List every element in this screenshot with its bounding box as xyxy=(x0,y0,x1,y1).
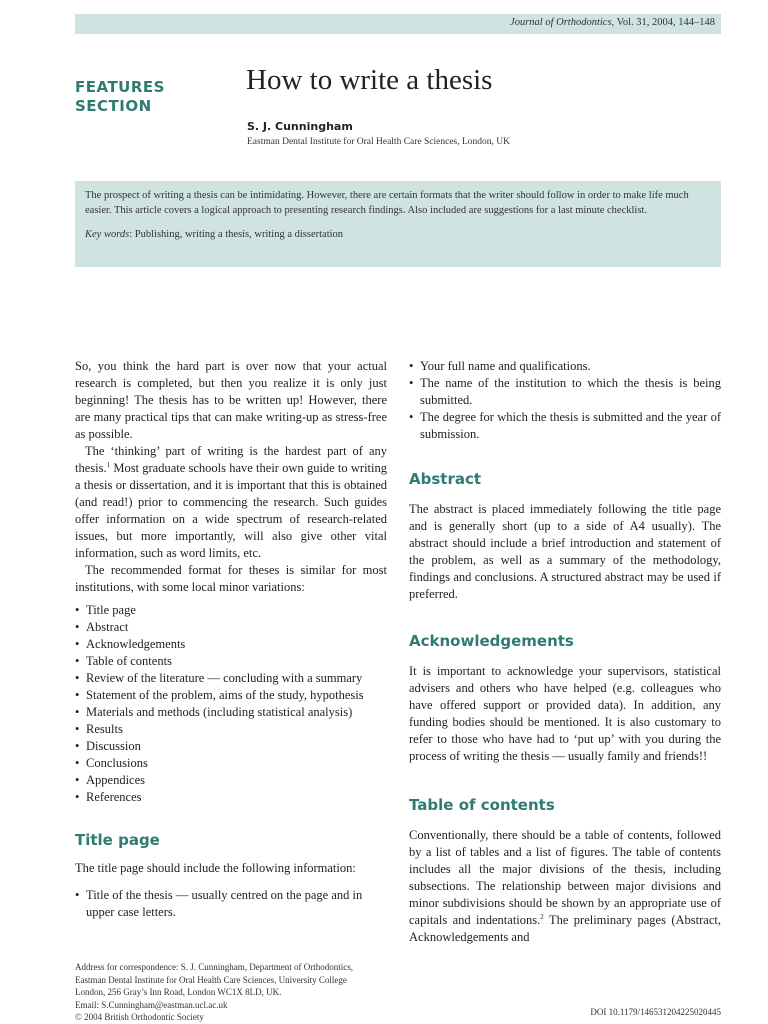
toc-text-b: The preliminary pages (Abstract, Acknowledgements and xyxy=(409,913,721,944)
journal-citation xyxy=(510,17,715,28)
title-page-list-left xyxy=(75,887,387,921)
bullet-icon: • xyxy=(75,722,80,736)
correspondence-address xyxy=(75,961,415,1024)
reference-superscript[interactable]: 1 xyxy=(106,460,111,469)
bullet-icon: • xyxy=(75,739,80,753)
list-item xyxy=(75,653,387,670)
format-paragraph: The recommended format for theses is similar for most institutions, with some local minor variations: xyxy=(75,563,387,594)
list-item xyxy=(75,602,387,619)
list-item xyxy=(409,409,721,443)
list-item xyxy=(75,619,387,636)
format-list xyxy=(75,602,387,806)
toc-paragraph xyxy=(409,827,721,946)
author-affiliation: Eastman Dental Institute for Oral Health Care Sciences, London, UK xyxy=(247,137,511,147)
bullet-icon: • xyxy=(75,790,80,804)
list-item xyxy=(75,755,387,772)
list-item-text: Table of contents xyxy=(86,654,172,668)
left-column xyxy=(75,358,387,921)
reference-superscript[interactable]: 2 xyxy=(540,912,544,921)
article-title: How to write a thesis xyxy=(246,64,493,96)
thinking-text-a: The ‘thinking’ part of writing is the hardest part of any thesis. xyxy=(75,444,387,475)
list-item xyxy=(75,687,387,704)
right-column xyxy=(409,358,721,946)
list-item xyxy=(409,358,721,375)
title-page-intro: The title page should include the following information: xyxy=(75,861,356,875)
address-line: Eastman Dental Institute for Oral Health Care Sciences, University College xyxy=(75,974,347,985)
list-item-text: Review of the literature — concluding with a summary xyxy=(86,671,363,685)
list-item-text: Materials and methods (including statistical analysis) xyxy=(86,705,353,719)
article-author: S. J. Cunningham xyxy=(247,120,353,133)
doi: DOI 10.1179/146531204225020445 xyxy=(590,1007,721,1017)
list-item-text: Statement of the problem, aims of the study, hypothesis xyxy=(86,688,364,702)
title-page-heading: Title page xyxy=(75,831,160,849)
bullet-icon: • xyxy=(75,637,80,651)
section-label-line2: SECTION xyxy=(75,97,152,115)
bullet-icon: • xyxy=(75,773,80,787)
list-item-text: Acknowledgements xyxy=(86,637,186,651)
list-item-text: Abstract xyxy=(86,620,129,634)
bullet-icon: • xyxy=(75,620,80,634)
toc-text-a: Conventionally, there should be a table of contents, followed by a list of tables and a list of figures. The table of contents includes all the major divisions of the thesis, including subsections. The relationship between major divisions and minor subdivisions should be shown by an appropriate use of capitals and indentations. xyxy=(409,828,721,927)
list-item-text: Appendices xyxy=(86,773,146,787)
list-item xyxy=(75,704,387,721)
list-item xyxy=(75,721,387,738)
list-item xyxy=(75,738,387,755)
acknowledgements-paragraph: It is important to acknowledge your supervisors, statistical advisers and others who have helped (e.g. colleagues who have offered support or provided data). In addition, any funding bodies should be mentioned. It is also customary to refer to those who have had to ‘put up’ with you during the process of writing the thesis — usually family and friends!! xyxy=(409,664,721,763)
bullet-icon: • xyxy=(409,410,414,424)
journal-header-bar xyxy=(75,14,721,34)
bullet-icon: • xyxy=(409,359,414,373)
list-item-text: Your full name and qualifications. xyxy=(420,359,591,373)
summary-box xyxy=(75,181,721,267)
list-item xyxy=(75,636,387,653)
list-item-text: Conclusions xyxy=(86,756,148,770)
thinking-text-b: Most graduate schools have their own guide to writing a thesis or dissertation, and it is important that this is obtained (and read!) prior to commencing the research. Such guides offer information on a wide spectrum of research-related issues, but more importantly, will also give other vital information, such as word limits, etc. xyxy=(75,461,387,560)
title-page-list-right xyxy=(409,358,721,443)
abstract-paragraph: The abstract is placed immediately following the title page and is generally short (up to a side of A4 usually). The abstract should include a brief introduction and statement of the problem, as well as a summary of the methodology, findings and conclusions. A structured abstract may be used if preferred. xyxy=(409,502,721,601)
list-item-text: References xyxy=(86,790,142,804)
bullet-icon: • xyxy=(75,888,80,902)
journal-name: Journal of Orthodontics xyxy=(510,17,612,28)
bullet-icon: • xyxy=(75,756,80,770)
address-line: Email: S.Cunningham@eastman.ucl.ac.uk xyxy=(75,999,228,1010)
list-item-text: The name of the institution to which the thesis is being submitted. xyxy=(420,376,721,407)
abstract-heading: Abstract xyxy=(409,470,482,488)
address-line: London, 256 Gray’s Inn Road, London WC1X 8LD, UK. xyxy=(75,987,282,997)
journal-reference: , Vol. 31, 2004, 144–148 xyxy=(611,17,715,28)
bullet-icon: • xyxy=(75,603,80,617)
list-item xyxy=(75,772,387,789)
list-item xyxy=(75,887,387,921)
list-item-text: Discussion xyxy=(86,739,141,753)
thinking-paragraph xyxy=(75,443,387,562)
bullet-icon: • xyxy=(75,654,80,668)
list-item xyxy=(75,789,387,806)
table-of-contents-heading: Table of contents xyxy=(409,796,555,814)
list-item-text: The degree for which the thesis is submitted and the year of submission. xyxy=(420,410,721,441)
features-section-label xyxy=(75,78,165,116)
bullet-icon: • xyxy=(75,705,80,719)
address-line: © 2004 British Orthodontic Society xyxy=(75,1012,204,1022)
section-label-line1: FEATURES xyxy=(75,78,165,96)
keywords-value: : Publishing, writing a thesis, writing a dissertation xyxy=(129,229,344,240)
bullet-icon: • xyxy=(75,671,80,685)
summary-text: The prospect of writing a thesis can be intimidating. However, there are certain formats that the writer should follow in order to make life much easier. This article covers a logical approach to presenting research findings. Also included are suggestions for a last minute checklist. xyxy=(85,190,689,216)
keywords xyxy=(85,227,711,242)
keywords-label: Key words xyxy=(85,229,130,240)
address-line: Address for correspondence: S. J. Cunningham, Department of Orthodontics, xyxy=(75,962,353,972)
acknowledgements-heading: Acknowledgements xyxy=(409,632,574,650)
list-item-text: Title page xyxy=(86,603,136,617)
intro-paragraph: So, you think the hard part is over now that your actual research is completed, but then you realize it is only just beginning! The thesis has to be written up! However, there are many practical tips that can make writing-up as stress-free as possible. xyxy=(75,359,387,441)
list-item-text: Title of the thesis — usually centred on the page and in upper case letters. xyxy=(86,888,363,919)
list-item xyxy=(75,670,387,687)
list-item xyxy=(409,375,721,409)
list-item-text: Results xyxy=(86,722,123,736)
bullet-icon: • xyxy=(75,688,80,702)
bullet-icon: • xyxy=(409,376,414,390)
